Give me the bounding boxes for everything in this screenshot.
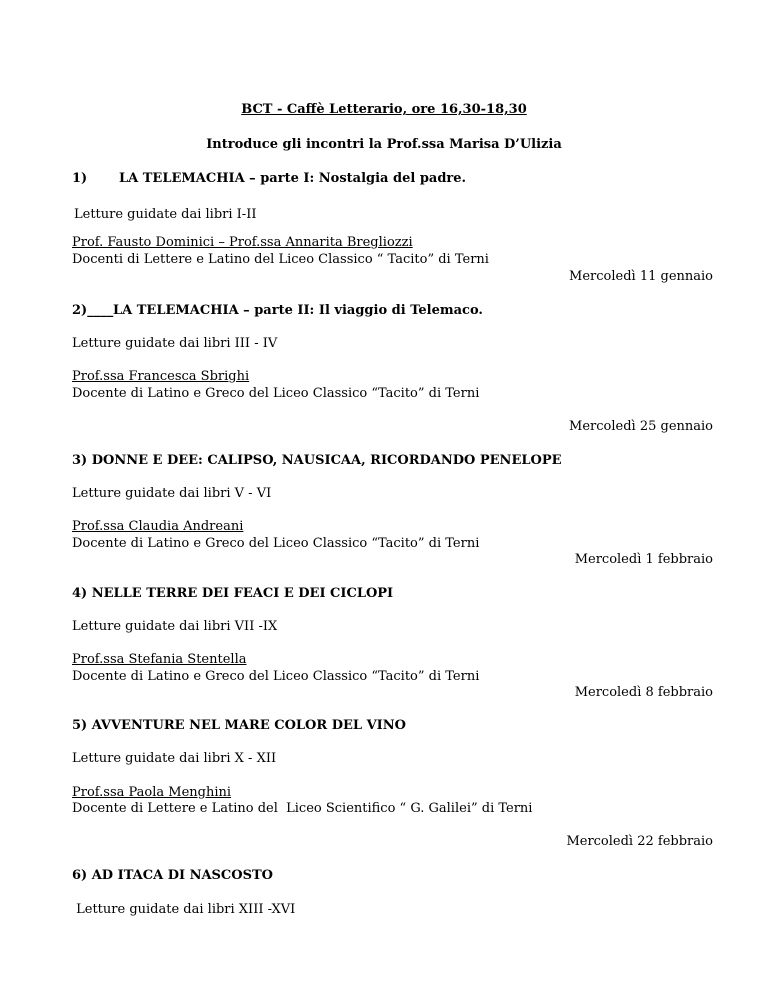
section-2-title: LA TELEMACHIA – parte II: Il viaggio di Telemaco. [113,303,483,318]
section-4-speaker: Prof.ssa Stefania Stentella [72,652,247,667]
section-5-date: Mercoledì 22 febbraio [566,834,713,849]
section-2-affiliation: Docente di Latino e Greco del Liceo Classico “Tacito” di Terni [72,386,480,401]
section-2-date: Mercoledì 25 gennaio [569,419,713,434]
section-2-speaker: Prof.ssa Francesca Sbrighi [72,369,250,384]
section-3-speaker: Prof.ssa Claudia Andreani [72,519,244,534]
section-6-title: 6) AD ITACA DI NASCOSTO [72,868,273,883]
section-5-readings: Letture guidate dai libri X - XII [72,751,277,766]
section-4-date: Mercoledì 8 febbraio [574,685,713,700]
section-2-readings: Letture guidate dai libri III - IV [72,336,278,351]
section-5-speaker: Prof.ssa Paola Menghini [72,785,232,800]
section-3-readings: Letture guidate dai libri V - VI [72,486,272,501]
section-5-affiliation: Docente di Lettere e Latino del Liceo Scientifico “ G. Galilei” di Terni [72,801,533,816]
section-1-readings: Letture guidate dai libri I-II [74,207,257,222]
section-2-number: 2)____ [72,303,114,318]
section-5-title: 5) AVVENTURE NEL MARE COLOR DEL VINO [72,718,406,733]
section-3-date: Mercoledì 1 febbraio [574,552,713,567]
section-1-title: LA TELEMACHIA – parte I: Nostalgia del padre. [119,171,467,186]
document-title: BCT - Caffè Letterario, ore 16,30-18,30 [241,102,527,117]
section-3-affiliation: Docente di Latino e Greco del Liceo Classico “Tacito” di Terni [72,536,480,551]
section-4-readings: Letture guidate dai libri VII -IX [72,619,278,634]
section-1-number: 1) [72,171,88,186]
section-1-speaker: Prof. Fausto Dominici – Prof.ssa Annarita Bregliozzi [72,235,413,250]
section-1-date: Mercoledì 11 gennaio [569,269,713,284]
section-3-title: 3) DONNE E DEE: CALIPSO, NAUSICAA, RICORDANDO PENELOPE [72,453,562,468]
section-1-affiliation: Docenti di Lettere e Latino del Liceo Classico “ Tacito” di Terni [72,252,489,267]
document-intro: Introduce gli incontri la Prof.ssa Marisa D’Ulizia [206,137,562,152]
section-6-readings: Letture guidate dai libri XIII -XVI [72,902,296,917]
section-4-affiliation: Docente di Latino e Greco del Liceo Classico “Tacito” di Terni [72,669,480,684]
section-4-title: 4) NELLE TERRE DEI FEACI E DEI CICLOPI [72,586,394,601]
